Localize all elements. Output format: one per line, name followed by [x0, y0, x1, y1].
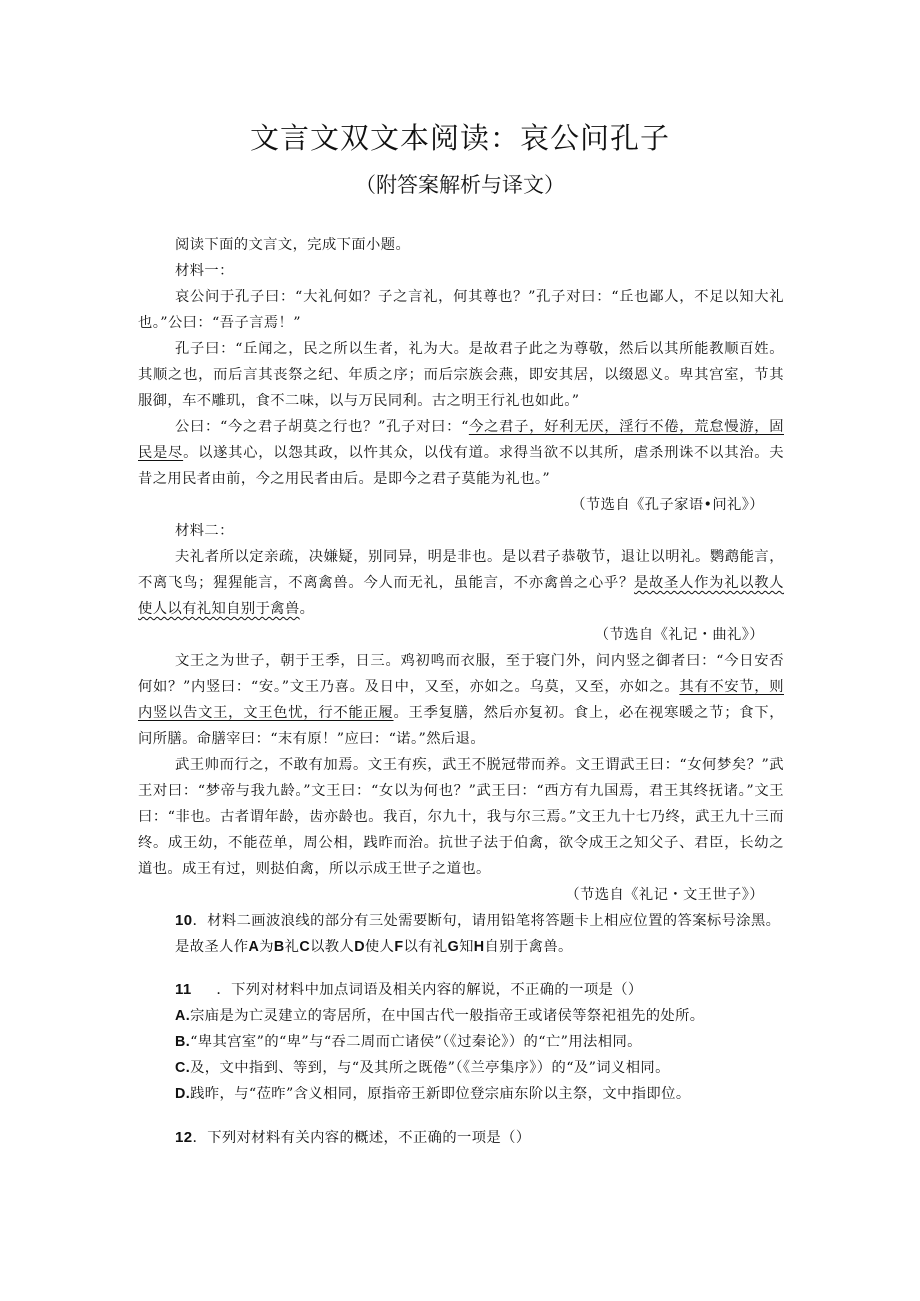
- option-c: [138, 1055, 784, 1081]
- text-span: 以教人: [310, 939, 355, 955]
- text-span: 以有礼: [403, 939, 448, 955]
- text-span: 是故圣人作: [175, 939, 249, 955]
- question-number: 10: [175, 912, 193, 929]
- material1-paragraph: 孔子曰：“丘闻之，民之所以生者，礼为大。是故君子此之为尊敬，然后以其所能教顺百姓。其顺之也，而后言其丧祭之纪、年质之序；而后宗族会燕，即安其居，以缀恩义。卑其宫室，节其服御，车不雕玑，食不二味，以与万民同利。古之明王行礼也如此。”: [138, 341, 784, 409]
- option-marker: D: [354, 939, 365, 955]
- question-number: 12: [175, 1129, 193, 1146]
- question-number: 11: [175, 981, 192, 998]
- text-span: 公曰：“今之君子胡莫之行也？”孔子对曰：“: [175, 419, 469, 435]
- text-span: 。王季复膳，然后亦复初。食上，必在视寒暖之节；食下，问所膳。命膳宰曰：“末有原！”应曰：“诺。”然后退。: [138, 705, 784, 747]
- text-span: 知: [459, 939, 474, 955]
- material1-paragraph: 哀公问于孔子曰：“大礼何如？子之言礼，何其尊也？”孔子对曰：“丘也鄙人，不足以知大礼也。”公曰：“吾子言焉！”: [138, 289, 784, 331]
- question-10: [138, 908, 784, 934]
- question-stem: ．下列对材料中加点词语及相关内容的解说，不正确的一项是（）: [216, 982, 643, 998]
- text-span: 使人: [364, 939, 395, 955]
- question-stem: ．下列对材料有关内容的概述，不正确的一项是（）: [192, 1130, 531, 1146]
- option-marker: F: [394, 939, 404, 955]
- article-body: [138, 232, 784, 1151]
- text-span: 。以遂其心，以怨其政，以忤其众，以伐有道。求得当欲不以其所，虐杀刑诛不以其治。夫昔之用民者由前，今之用民者由后。是即今之君子莫能为礼也。”: [138, 445, 784, 487]
- option-text: 宗庙是为亡灵建立的寄居所，在中国古代一般指帝王或诸侯等祭祀祖先的处所。: [190, 1008, 705, 1024]
- underlined-sentence: 今之君子，好利无厌，淫行不倦，荒怠慢游，固民是尽: [138, 419, 784, 461]
- source-citation: （节选自《礼记・曲礼》）: [594, 627, 764, 643]
- text-span: 为: [259, 939, 274, 955]
- option-letter: B.: [175, 1034, 191, 1050]
- question-11: [138, 977, 784, 1003]
- option-marker: G: [447, 939, 460, 955]
- material2-paragraph: [138, 544, 784, 622]
- material2-paragraph: 武王帅而行之，不敢有加焉。文王有疾，武王不脱冠带而养。文王谓武王曰：“女何梦矣？”武王对曰：“梦帝与我九龄。”文王曰：“女以为何也？”武王曰：“西方有九国焉，君王其终抚诸。”文王曰：“非也。古者谓年龄，齿亦龄也。我百，尔九十，我与尔三焉。”文王九十七乃终，武王九十三而终。成王幼，不能莅单，周公相，践昨而治。抗世子法于伯禽，欲令成王之知父子、君臣，长幼之道也。成王有过，则挞伯禽，所以示成王世子之道也。: [138, 757, 784, 877]
- text-span: 礼: [284, 939, 300, 955]
- option-text: 践昨，与“莅昨”含义相同，原指帝王新即位登宗庙东阶以主祭，文中指即位。: [190, 1086, 691, 1102]
- option-letter: A.: [175, 1008, 191, 1024]
- text-span: 夫礼者所以定亲疏，决嫌疑，别同异，明是非也。是以君子恭敬节，退让以明礼。鹦鹉能言，不离飞鸟；猩猩能言，不离禽兽。今人而无礼，虽能言，不亦禽兽之心乎？: [138, 549, 784, 591]
- material2-label: 材料二：: [175, 523, 234, 539]
- option-marker: H: [473, 939, 485, 955]
- spacer: [138, 1107, 784, 1125]
- question-10-answer-line: [138, 934, 784, 960]
- material1-paragraph: [138, 414, 784, 492]
- text-span: 。: [299, 601, 315, 617]
- option-marker: A: [248, 939, 260, 955]
- source-citation: （节选自《孔子家语•问礼》）: [571, 497, 764, 513]
- material2-paragraph: [138, 648, 784, 752]
- question-12: [138, 1125, 784, 1151]
- page-title: 文言文双文本阅读：哀公问孔子: [249, 121, 670, 155]
- source-citation: （节选自《礼记・文王世子》）: [565, 887, 764, 903]
- wavy-underlined-sentence: 是故圣人作为礼以教人使人以有礼知自别于禽兽: [138, 575, 785, 617]
- option-a: [138, 1003, 784, 1029]
- option-b: [138, 1029, 784, 1055]
- text-span: 文王之为世子，朝于王季，日三。鸡初鸣而衣服，至于寝门外，问内竖之御者曰：“今日安否何如？”内竖曰：“安。”文王乃喜。及日中，又至，亦如之。乌莫，又至，亦如之。: [138, 653, 784, 695]
- material1-label: 材料一：: [175, 263, 234, 279]
- question-stem: ．材料二画波浪线的部分有三处需要断句，请用铅笔将答题卡上相应位置的答案标号涂黑。: [192, 913, 781, 929]
- option-marker: C: [299, 939, 311, 955]
- text-span: 自别于禽兽。: [484, 939, 573, 955]
- instruction: 阅读下面的文言文，完成下面小题。: [175, 237, 411, 253]
- option-text: 及，文中指到、等到，与“及其所之既倦”（《兰亭集序》）的“及”词义相同。: [190, 1060, 670, 1076]
- option-text: “卑其宫室”的“卑”与“吞二周而亡诸侯”（《过秦论》）的“亡”用法相同。: [190, 1034, 642, 1050]
- option-letter: C.: [175, 1060, 191, 1076]
- underlined-sentence: 其有不安节，则内竖以告文王，文王色忧，行不能正履: [138, 679, 784, 721]
- spacer: [138, 960, 784, 977]
- option-d: [138, 1081, 784, 1107]
- option-letter: D.: [175, 1086, 191, 1102]
- option-marker: B: [273, 939, 285, 955]
- page-subtitle: （附答案解析与译文）: [355, 173, 565, 197]
